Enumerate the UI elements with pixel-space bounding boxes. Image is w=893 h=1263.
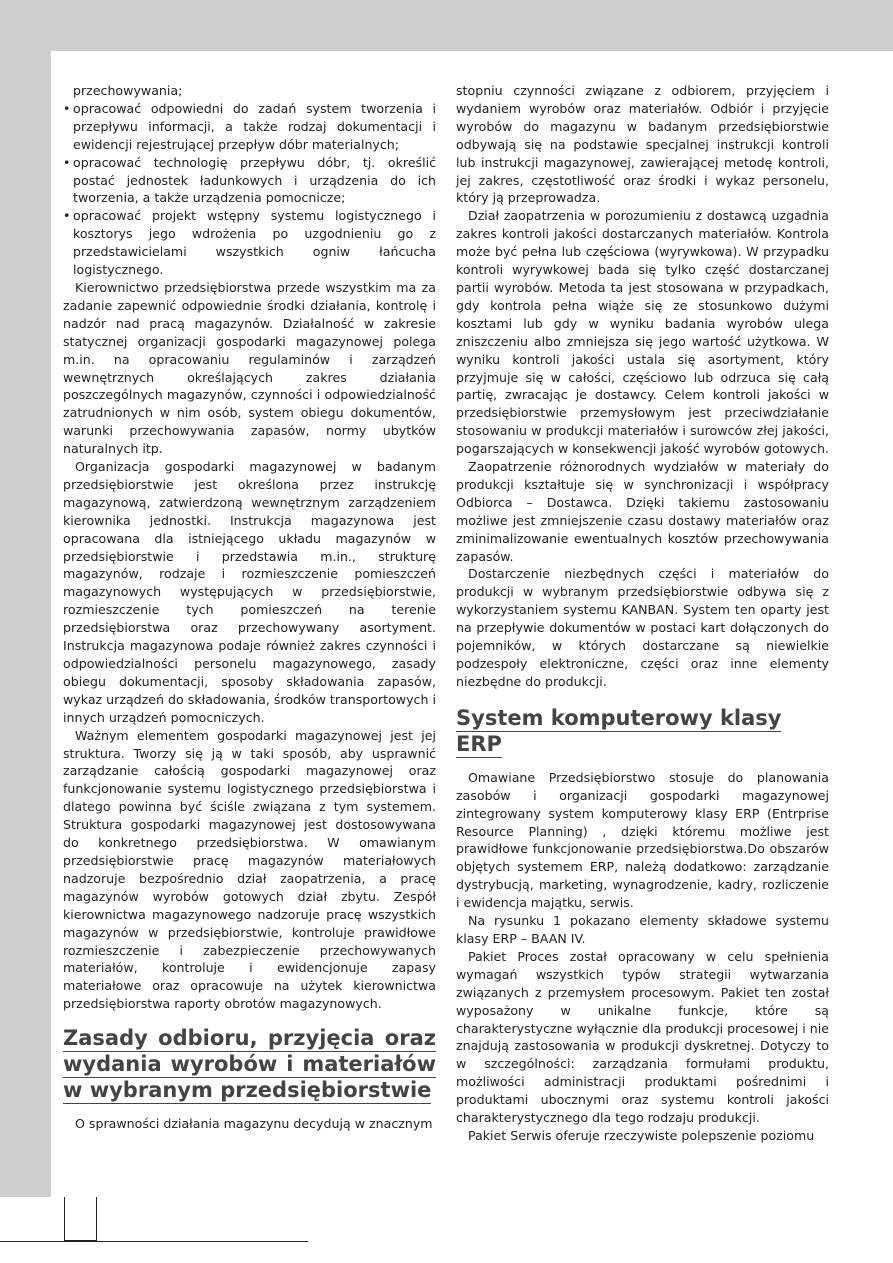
paragraph: Zaopatrzenie różnorodnych wydziałów w materiały do produkcji kształtuje się w synchronizacji i współpracy Odbiorca – Dostawca. Dzięki takiemu zastosowaniu możliwe jest zmniejszenie czasu dostawy materiałów oraz zminimalizowanie ewentualnych kosztów przechowywania zapasów. <box>456 459 829 564</box>
paragraph: Omawiane Przedsiębiorstwo stosuje do planowania zasobów i organizacji gospodarki magazynowej zintegrowany system komputerowy klasy ERP (Entrprise Resource Planning) , dzięki któremu możliwe jest prawidłowe funkcjonowanie przedsiębiorstwa.Do obszarów objętych systemem ERP, należą dodatkowo: zarządzanie dystrybucją, marketing, wynagrodzenie, kadry, rozliczenie i ewidencja majątku, serwis. <box>456 769 829 911</box>
bullet-icon: • <box>63 100 71 116</box>
paragraph: Kierownictwo przedsiębiorstwa przede wszystkim ma za zadanie zapewnić odpowiednie środki działania, kontrolę i nadzór nad pracą magazynów. Działalność w zakresie statycznej organizacji gospodarki magazynowej polega m.in. na opracowaniu regulaminów i zarządzeń wewnętrznych określających zakres działania poszczególnych magazynów, czynności i odpowiedzialność zatrudnionych w nim osób, system obiegu dokumentów, warunki przechowywania zapasów, normy ubytków naturalnych itp. <box>63 279 436 457</box>
paragraph: stopniu czynności związane z odbiorem, przyjęciem i wydaniem wyrobów oraz materiałów. Odbiór i przyjęcie wyrobów do magazynu w badanym przedsiębiorstwie odbywają się na podstawie specjalnej instrukcji kontroli lub instrukcji magazynowej, zawierającej metodę kontroli, jej zakres, częstotliwość oraz środki i wykaz personelu, który ją przeprowadza. <box>456 83 829 206</box>
bullet-icon: • <box>63 154 71 170</box>
left-column <box>63 82 436 1133</box>
lead-fragment: przechowywania; <box>73 83 183 98</box>
paragraph: Pakiet Serwis oferuje rzeczywiste polepszenie poziomu <box>468 1127 815 1143</box>
paragraph: O sprawności działania magazynu decydują w znacznym <box>75 1116 433 1132</box>
page-number-box <box>64 1197 97 1241</box>
paragraph: Pakiet Proces został opracowany w celu spełnienia wymagań wszystkich typów strategii wytwarzania związanych z przemysłem procesowym. Pakiet ten został wyposażony w unikalne funkcje, które są charakterystyczne wyłącznie dla produkcji procesowej i nie znajdują zastosowania w produkcji dyskretnej. Dotyczy to w szczególności: zarządzania formułami produktu, możliwości administracji produktami pośrednimi i produktami ubocznymi oraz systemu kontroli jakości charakterystycznego dla tego rodzaju produkcji. <box>456 948 829 1126</box>
paragraph: Organizacja gospodarki magazynowej w badanym przedsiębiorstwie jest określona przez instrukcję magazynową, zatwierdzoną wewnętrznym zarządzeniem kierownika jednostki. Instrukcja magazynowa jest opracowana dla istniejącego układu magazynów w przedsiębiorstwie i przedstawia m.in., strukturę magazynów, rodzaje i rozmieszczenie pomieszczeń magazynowych występujących w przedsiębiorstwie, rozmieszczenie tych pomieszczeń na terenie przedsiębiorstwa oraz przechowywany asortyment. Instrukcja magazynowa podaje również zakres czynności i odpowiedzialności personelu magazynowego, zasady obiegu dokumentacji, sposoby składowania zapasów, wykaz urządzeń do składowania, środków transportowych i innych urządzeń pomocniczych. <box>63 459 436 725</box>
paragraph: Na rysunku 1 pokazano elementy składowe systemu klasy ERP – BAAN IV. <box>456 913 829 946</box>
footer-rule <box>0 1241 308 1242</box>
paragraph: Ważnym elementem gospodarki magazynowej jest jej struktura. Tworzy się ją w taki sposób, aby usprawnić zarządzanie całością gospodarki magazynowej oraz funkcjonowanie systemu logistycznego przedsiębiorstwa i dlatego powinna być ściśle związana z tym systemem. Struktura gospodarki magazynowej jest dostosowywana do konkretnego przedsiębiorstwa. W omawianym przedsiębiorstwie pracę magazynów materiałowych nadzoruje bezpośrednio dział zaopatrzenia, a pracę magazynów wyrobów gotowych dział zbytu. Zespół kierownictwa magazynowego nadzoruje pracę wszystkich magazynów w przedsiębiorstwie, kontroluje prawidłowe rozmieszczenie i zabezpieczenie przechowywanych materiałów, kontroluje i ewidencjonuje zapasy materiałowe oraz opracowuje na użytek kierownictwa przedsiębiorstwa raporty obrotów magazynowych. <box>63 727 436 1012</box>
list-item <box>63 207 436 279</box>
list-item <box>63 100 436 154</box>
right-column <box>456 82 829 1145</box>
page-bottom-margin <box>0 1197 893 1263</box>
bullet-icon: • <box>63 208 71 224</box>
bullet-text: opracować odpowiedni do zadań system tworzenia i przepływu informacji, a także rodzaj dokumentacji i ewidencji rejestrującej przepływ dóbr materialnych; <box>73 100 436 152</box>
bullet-text: opracować projekt wstępny systemu logistycznego i kosztorys jego wdrożenia po uzgodnieniu go z przedstawicielami wszystkich ogniw łańcucha logistycznego. <box>73 208 436 278</box>
section-heading: Zasady odbioru, przyjęcia oraz wydania wyrobów i materiałów w wybranym przedsiębiorstwie <box>63 1026 436 1103</box>
section-heading: System komputerowy klasy ERP <box>456 705 782 756</box>
paragraph: Dostarczenie niezbędnych części i materiałów do produkcji w wybranym przedsiębiorstwie odbywa się z wykorzystaniem systemu KANBAN. System ten oparty jest na przepływie dokumentów w postaci kart dołączonych do pojemników, w których dostarczane są niewielkie podzespoły elektroniczne, części oraz inne elementy niezbędne do produkcji. <box>456 566 829 689</box>
list-item <box>63 154 436 208</box>
bullet-list <box>63 100 436 279</box>
paragraph: Dział zaopatrzenia w porozumieniu z dostawcą uzgadnia zakres kontroli jakości dostarczanych materiałów. Kontrola może być pełna lub częściowa (wyrywkowa). W przypadku kontroli wyrywkowej bada się tylko część dostarczanej partii wyrobów. Metoda ta jest stosowana w przypadkach, gdy kontrola pełna wiąże się ze stosunkowo dużymi kosztami lub gdy w wyniku badania wyrobów ulega zniszczeniu albo zmniejsza się jego wartość użytkowa. W wyniku kontroli jakości ustala się asortyment, który przyjmuje się w całości, częściowo lub odrzuca się całą partię, zwracając je dostawcy. Celem kontroli jakości w przedsiębiorstwie przemysłowym jest przeciwdziałanie stosowaniu w produkcji materiałów i surowców złej jakości, pogarszających w konsekwencji jakość wyrobów gotowych. <box>456 208 829 457</box>
bullet-text: opracować technologię przepływu dóbr, tj. określić postać jednostek ładunkowych i urządzenia do ich tworzenia, a także urządzenia pomocnicze; <box>73 154 436 206</box>
